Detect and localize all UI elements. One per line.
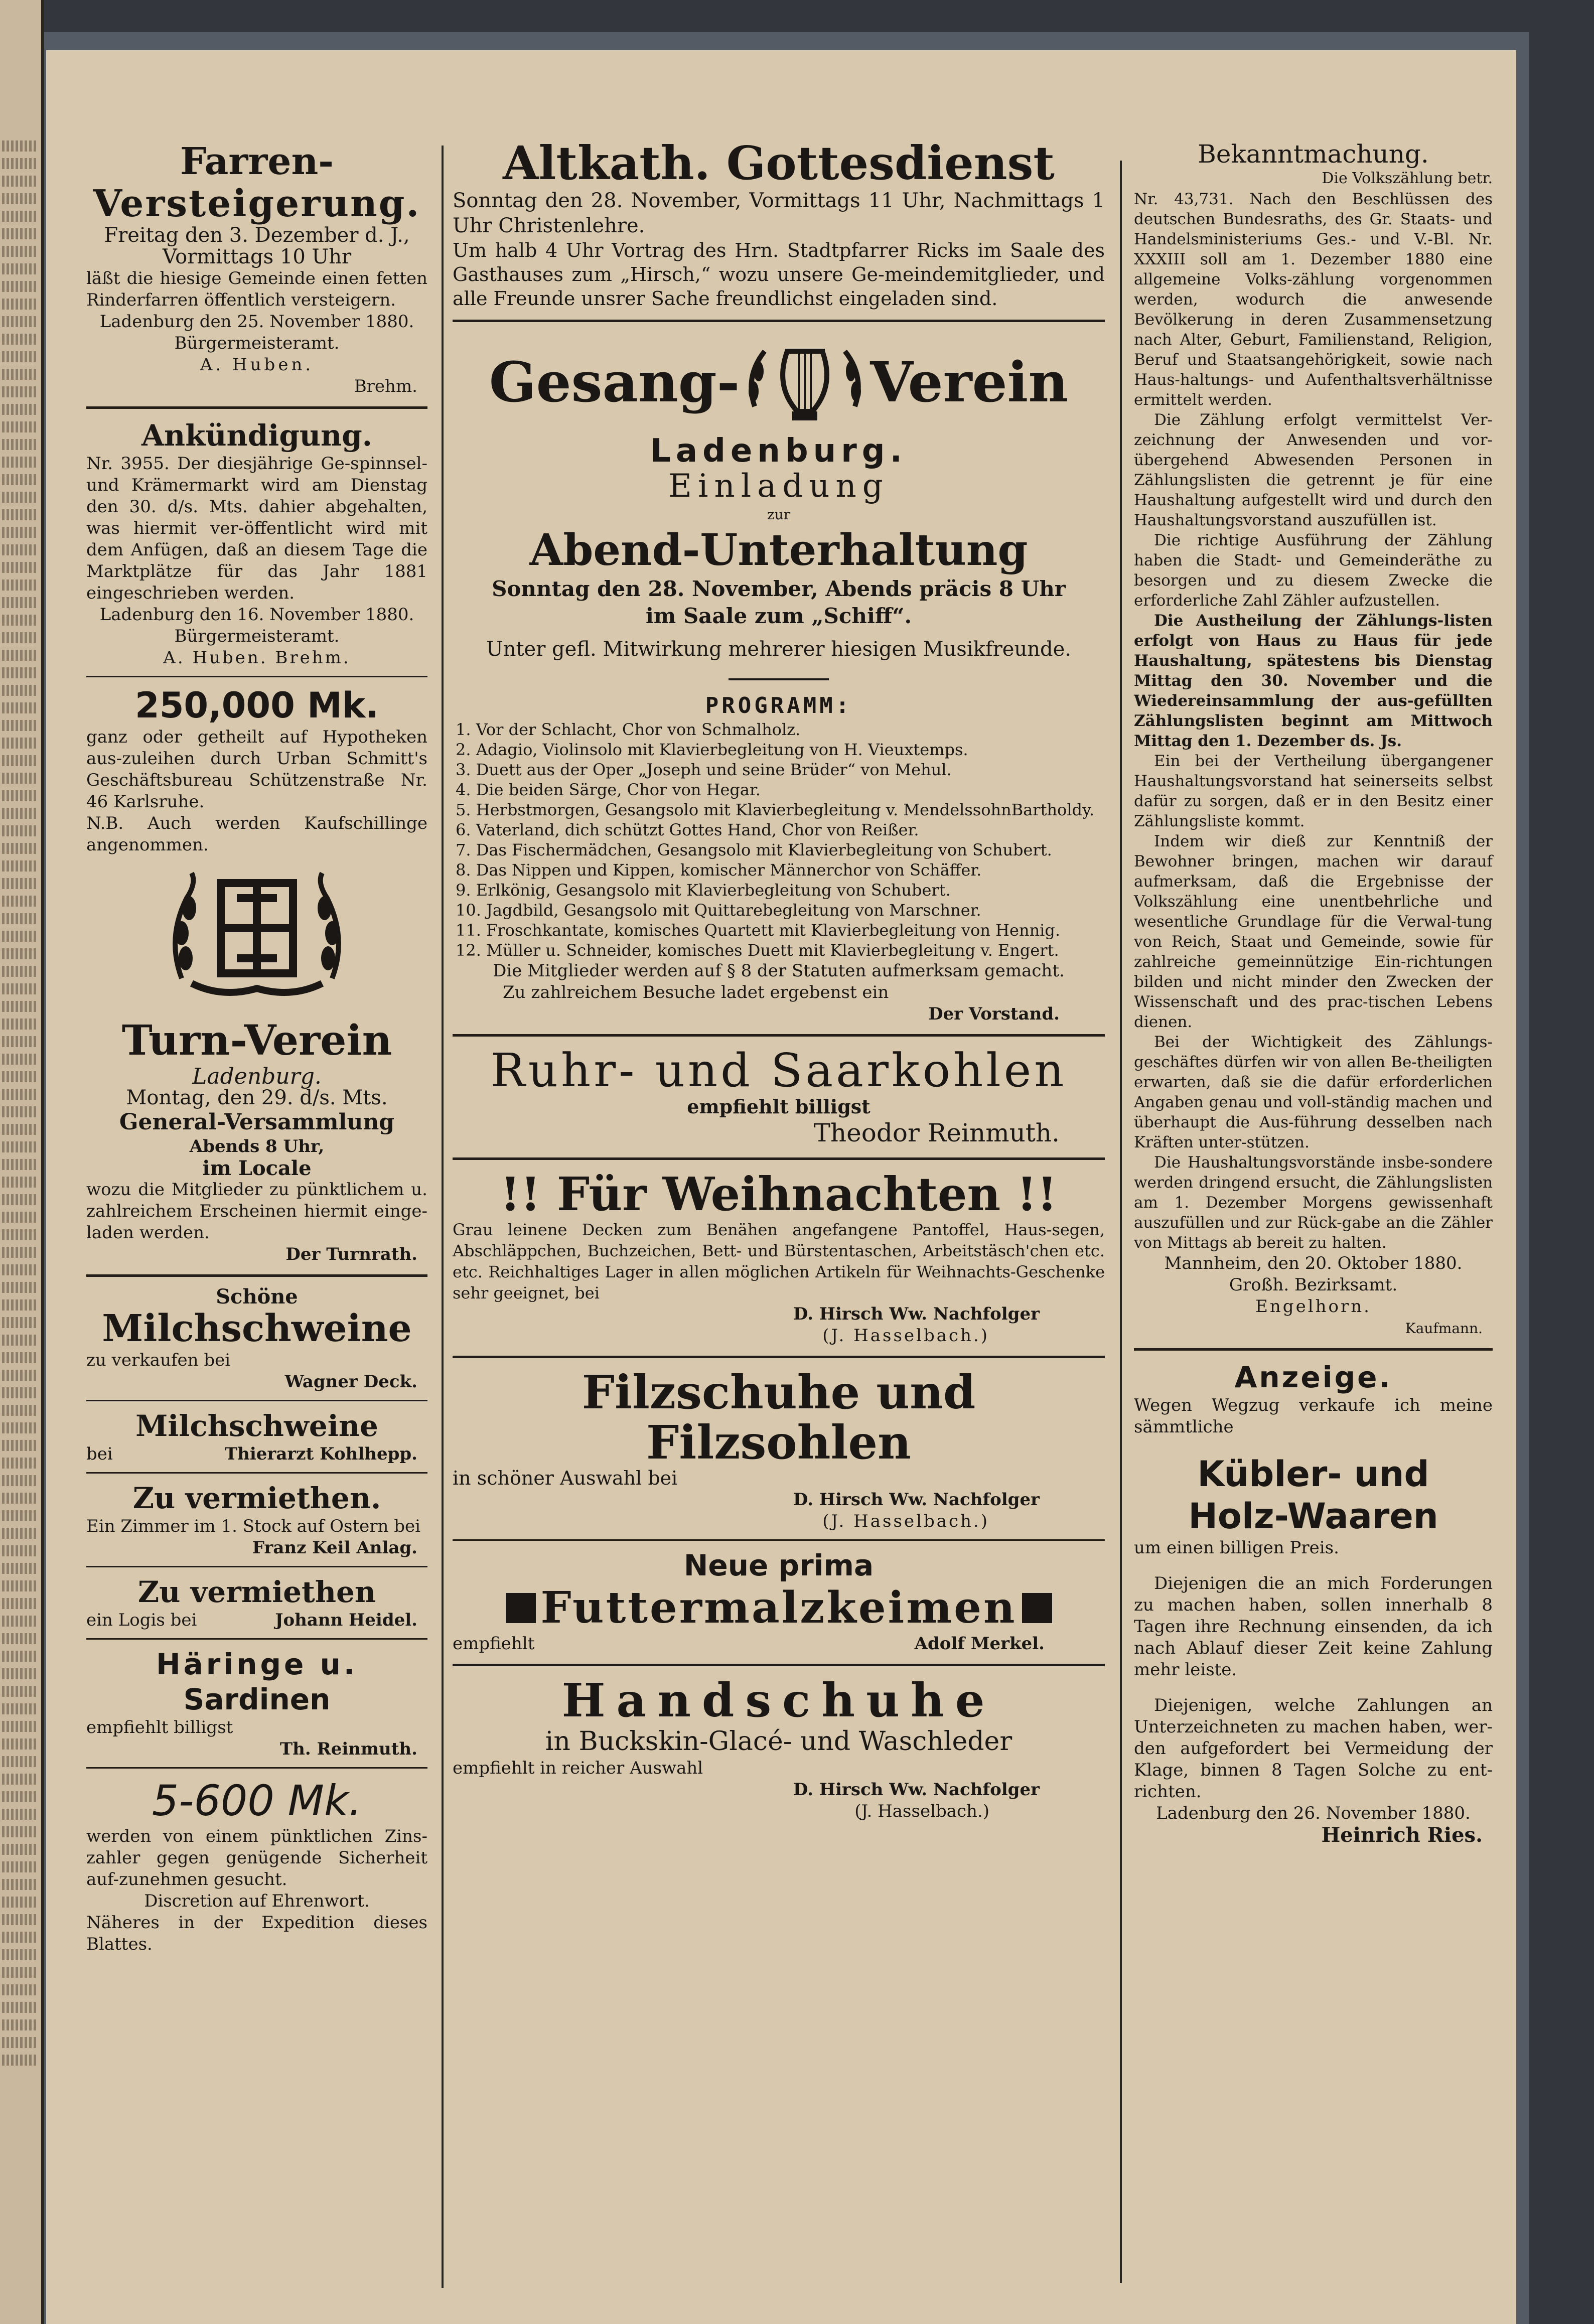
ad-anzeige	[1134, 1360, 1493, 1846]
ad-pretitle: Neue prima	[683, 1548, 874, 1582]
ad-title: Gesang-	[489, 350, 740, 414]
ad-invite: Einladung	[668, 468, 889, 505]
divider	[86, 1767, 427, 1769]
ad-text: Um halb 4 Uhr Vortrag des Hrn. Stadtpfarrer Ricks im Saale des Gasthauses zum „Hirsch,“ wozu unsere Ge-meindemitglieder, und alle Freunde unsrer Sache freundlichst eingeladen sind.	[453, 239, 1105, 310]
ad-signature: Franz Keil Anlag.	[252, 1538, 417, 1558]
ad-line	[86, 1443, 427, 1465]
divider	[453, 1157, 1105, 1160]
ad-signature: Thierarzt Kohlhepp.	[224, 1444, 417, 1464]
program-item: 6. Vaterland, dich schützt Gottes Hand, Chor von Reißer.	[456, 820, 919, 839]
ad-paragraph: Nr. 43,731. Nach den Beschlüssen des deutschen Bundesraths, des Gr. Staats- und Handelsministeriums Ges.- und V.-Bl. Nr. XXXIII soll am 1. Dezember 1880 eine allgemeine Volks-zählung vorgenommen werden, wodurch die anwesende Bevölkerung in deren Zusammensetzung nach Alter, Geburt, Familienstand, Religion, Beruf und Staatsangehörigkeit, sowie nach Haus-haltungs- und Aufenthaltsverhältnisse ermittelt werden.	[1134, 190, 1493, 409]
ad-bekanntmachung	[1134, 140, 1493, 1339]
ad-text: Wegen Wegzug verkaufe ich meine sämmtliche	[1134, 1395, 1493, 1437]
ad-paragraph: Indem wir dieß zur Kenntniß der Bewohner bringen, machen wir darauf aufmerksam, daß die Ergebnisse der Volkszählung eine unentbehrliche und wesentliche Grundlage für die Verwal-tung von Reich, Staat und Gemeinde, sowie für zahlreiche gemeinnützige Ein-richtungen bilden und nicht minder den Zwecken der Wissenschaft und des prac-tischen Lebens dienen.	[1134, 832, 1493, 1031]
divider	[453, 1356, 1105, 1358]
turnverein-emblem	[86, 863, 427, 1008]
ad-office: Bürgermeisteramt.	[174, 626, 340, 646]
ad-subtitle: Die Volkszählung betr.	[1322, 170, 1493, 187]
ad-title: Zu vermiethen	[137, 1575, 376, 1609]
ad-signature: Wagner Deck.	[284, 1372, 417, 1392]
ad-text: empfiehlt billigst	[687, 1095, 871, 1118]
ad-signature: A. Huben.	[200, 355, 314, 375]
ad-weihnachten	[453, 1169, 1105, 1347]
ad-title: Milchschweine	[135, 1409, 378, 1443]
ad-title: Futtermalzkeimen	[540, 1582, 1017, 1633]
ad-farren	[86, 140, 427, 397]
ad-paragraph: Die richtige Ausführung der Zählung haben die Stadt- und Gemeinderäthe zu besorgen und zu diesem Zwecke die erforderliche Zahl Zähler aufzustellen.	[1134, 531, 1493, 610]
ad-signature: Kaufmann.	[1405, 1320, 1483, 1337]
ad-town: Ladenburg.	[650, 432, 907, 470]
ad-signature: Th. Reinmuth.	[279, 1739, 417, 1759]
ad-title: Farren-	[180, 140, 334, 183]
ad-title: Turn-Verein	[121, 1016, 392, 1065]
ad-futtermalz	[453, 1548, 1105, 1655]
ad-text: Discretion auf Ehrenwort.	[144, 1891, 370, 1911]
ad-text: Nr. 3955. Der diesjährige Ge-spinnsel- und Krämermarkt wird am Dienstag den 30. d/s. Mts. dahier abgehalten, was hiermit ver-öffentlicht wird mit dem Anfügen, daß an diesem Tage die Marktplätze für das Jahr 1881 eingeschrieben werden.	[86, 454, 427, 603]
ad-text: zur	[767, 506, 791, 523]
ad-title: Filzschuhe und Filzsohlen	[582, 1365, 976, 1470]
ad-title: Ruhr- und Saarkohlen	[490, 1044, 1067, 1097]
program-item: 10. Jagdbild, Gesangsolo mit Quittarebegleitung von Marschner.	[456, 901, 981, 920]
ad-signature: Theodor Reinmuth.	[813, 1118, 1060, 1147]
ad-text: Vormittags 10 Uhr	[162, 245, 352, 268]
ad-text: empfiehlt in reicher Auswahl	[453, 1758, 703, 1778]
ad-office: Großh. Bezirksamt.	[1229, 1275, 1398, 1295]
ad-600mk	[86, 1776, 427, 1955]
ad-town: Ladenburg.	[192, 1064, 322, 1089]
divider	[453, 1539, 1105, 1541]
ad-loan	[86, 684, 427, 856]
program-item: 2. Adagio, Violinsolo mit Klavierbegleitung von H. Vieuxtemps.	[456, 740, 968, 759]
ad-text: N.B. Auch werden Kaufschillinge angenommen.	[86, 813, 427, 855]
ad-logis	[86, 1574, 427, 1631]
ad-text: in schöner Auswahl bei	[453, 1467, 678, 1489]
ad-title: Häringe u.	[156, 1647, 358, 1681]
ad-handschuhe	[453, 1675, 1105, 1822]
divider	[453, 1034, 1105, 1037]
program-item: 3. Duett aus der Oper „Joseph und seine Brüder“ von Mehul.	[456, 760, 952, 779]
ad-kohlen	[453, 1046, 1105, 1148]
divider	[729, 678, 829, 680]
ad-text: Ein Zimmer im 1. Stock auf Ostern bei	[86, 1516, 420, 1536]
ad-signature: Heinrich Ries.	[1321, 1823, 1483, 1847]
ad-zimmer	[86, 1481, 427, 1559]
ad-big: Holz-Waaren	[1188, 1496, 1438, 1537]
divider	[453, 1664, 1105, 1666]
ad-office: Bürgermeisteramt.	[174, 333, 340, 353]
ad-paragraph: Die Austheilung der Zählungs-listen erfolgt von Haus zu Haus für jede Haushaltung, spätestens bis Dienstag Mittag den 30. November und die Wiedereinsammlung der aus-gefüllten Zählungslisten beginnt am Mittwoch Mittag den 1. Dezember ds. Js.	[1134, 612, 1493, 750]
ad-paragraph: Diejenigen, welche Zahlungen an Unterzeichneten zu machen haben, wer-den aufgefordert bei Vermeidung der Klage, binnen 8 Tagen Solche zu ent-richten.	[1134, 1695, 1493, 1802]
ad-milchschweine-2	[86, 1408, 427, 1465]
ad-ankuendigung	[86, 418, 427, 669]
decorative-block	[1022, 1593, 1052, 1623]
divider	[1134, 1348, 1493, 1351]
ad-signature: Der Vorstand.	[928, 1004, 1060, 1024]
ad-paragraph: Die Haushaltungsvorstände insbe-sondere werden dringend ersucht, die Zählungslisten am 1. Dezember Morgens gewissenhaft auszufüllen und zur Rück-gabe an die Zähler von Mittags ab bereit zu halten.	[1134, 1153, 1493, 1252]
ad-signature: D. Hirsch Ww. Nachfolger	[793, 1490, 1040, 1510]
ad-text: Unter gefl. Mitwirkung mehrerer hiesigen Musikfreunde.	[486, 638, 1071, 661]
program-item: 8. Das Nippen und Kippen, komischer Männerchor von Schäffer.	[456, 860, 982, 880]
program-item: 4. Die beiden Särge, Chor von Hegar.	[456, 780, 761, 799]
ad-place: Ladenburg den 16. November 1880.	[99, 605, 414, 625]
program-item: 5. Herbstmorgen, Gesangsolo mit Klavierbegleitung v. MendelssohnBartholdy.	[456, 800, 1095, 819]
ad-text: läßt die hiesige Gemeinde einen fetten Rinderfarren öffentlich versteigern.	[86, 268, 427, 310]
ad-place: Ladenburg den 25. November 1880.	[99, 312, 414, 332]
column-rule	[1120, 161, 1122, 2283]
ad-title: Zu vermiethen.	[132, 1481, 381, 1515]
ad-title: !! Für Weihnachten !!	[500, 1167, 1058, 1221]
ad-text: ganz oder getheilt auf Hypotheken aus-zuleihen durch Urban Schmitt's Geschäftsbureau Schützenstraße Nr. 46 Karlsruhe.	[86, 727, 427, 812]
ad-event: General-Versammlung	[119, 1109, 395, 1135]
ad-place: Ladenburg den 26. November 1880.	[1156, 1803, 1471, 1823]
ad-paragraph: Diejenigen die an mich Forderungen zu machen haben, sollen innerhalb 8 Tagen ihre Rechnung einsenden, da ich nach Ablauf dieser Zeit keine Zahlung mehr leiste.	[1134, 1573, 1493, 1680]
ad-signature: A. Huben. Brehm.	[163, 648, 351, 668]
ad-title-row	[453, 331, 1105, 433]
ad-title: 250,000 Mk.	[134, 685, 379, 726]
ad-signature: (J. Hasselbach.)	[822, 1511, 989, 1531]
ad-big: Kübler- und	[1197, 1454, 1429, 1495]
ad-title: Ankündigung.	[141, 418, 372, 453]
column-right	[1134, 140, 1493, 1846]
ad-signature: (J. Hasselbach.)	[822, 1326, 989, 1346]
ad-text: ein Logis bei	[86, 1610, 197, 1630]
ad-signature: Brehm.	[354, 376, 417, 396]
ad-filzschuhe	[453, 1367, 1105, 1532]
ad-title: Altkath. Gottesdienst	[503, 136, 1055, 190]
ad-pretitle: Schöne	[216, 1285, 298, 1309]
ad-text: wozu die Mitglieder zu pünktlichem u. zahlreichem Erscheinen hiermit einge-laden werden.	[86, 1180, 427, 1243]
ad-signature: (J. Hasselbach.)	[854, 1801, 989, 1821]
ad-signature: D. Hirsch Ww. Nachfolger	[793, 1304, 1040, 1324]
ad-text: zu verkaufen bei	[86, 1350, 231, 1370]
ad-title-row	[453, 1583, 1105, 1633]
divider	[86, 406, 427, 409]
ad-text: Grau leinene Decken zum Benähen angefangene Pantoffel, Haus-segen, Abschläppchen, Buchzeichen, Bett- und Bürstentaschen, Arbeitstäsch'chen etc. etc. Reichhaltiges Lager in allen möglichen Artikeln für Weihnachts-Geschenke sehr geeignet, bei	[453, 1220, 1105, 1302]
divider	[86, 1472, 427, 1474]
ad-signature: Der Turnrath.	[285, 1244, 417, 1264]
ad-text: werden von einem pünktlichen Zins-zahler gegen genügende Sicherheit auf-zunehmen gesucht.	[86, 1826, 427, 1890]
ad-haeringe	[86, 1647, 427, 1760]
ad-text: Zu zahlreichem Besuche ladet ergebenst ein	[503, 982, 889, 1002]
ad-title: 5-600 Mk.	[152, 1776, 362, 1825]
ad-altkath	[453, 138, 1105, 311]
ad-event: Abend-Unterhaltung	[529, 525, 1028, 575]
ad-title: Verein	[870, 350, 1069, 414]
ad-milchschweine-1	[86, 1286, 427, 1393]
ad-signature: D. Hirsch Ww. Nachfolger	[793, 1780, 1040, 1800]
ad-paragraph: Bei der Wichtigkeit des Zählungs-geschäftes dürfen wir von allen Be-theiligten erwarten, daß sie die dafür erforderlichen Angaben genau und voll-ständig machen und überhaupt die Aus-führung desselben nach Kräften unter-stützen.	[1134, 1033, 1493, 1151]
column-rule	[442, 146, 444, 2288]
divider	[86, 1638, 427, 1640]
ad-text: Sonntag den 28. November, Abends präcis 8 Uhr	[492, 576, 1066, 601]
previous-page-edge	[0, 0, 44, 2324]
lyre-icon	[740, 331, 870, 433]
divider	[86, 1274, 427, 1277]
ad-gesangverein	[453, 331, 1105, 1025]
program-list	[453, 719, 1105, 960]
program-item: 12. Müller u. Schneider, komisches Duett mit Klavierbegleitung v. Engert.	[456, 941, 1059, 960]
ad-signature: Engelhorn.	[1255, 1296, 1371, 1317]
decorative-block	[506, 1593, 536, 1623]
ad-subtitle: in Buckskin-Glacé- und Waschleder	[545, 1726, 1012, 1757]
ad-text: im Saale zum „Schiff“.	[645, 604, 912, 628]
column-middle	[453, 138, 1105, 1822]
divider	[86, 676, 427, 677]
ad-paragraph: Ein bei der Vertheilung übergangener Haushaltungsvorstand hat seinerseits selbst dafür zu sorgen, daß er in den Besitz einer Zählungsliste kommt.	[1134, 752, 1493, 830]
program-item: 9. Erlkönig, Gesangsolo mit Klavierbegleitung von Schubert.	[456, 881, 951, 900]
ad-text: empfiehlt billigst	[86, 1717, 233, 1737]
ad-title: Handschuhe	[561, 1673, 996, 1727]
divider	[453, 320, 1105, 322]
ad-text: Freitag den 3. Dezember d. J.,	[104, 224, 410, 247]
ad-signature: Adolf Merkel.	[914, 1634, 1045, 1654]
ad-title: Versteigerung.	[93, 182, 421, 225]
ad-text: Sonntag den 28. November, Vormittags 11 Uhr, Nachmittags 1 Uhr Christenlehre.	[453, 189, 1105, 237]
program-item: 7. Das Fischermädchen, Gesangsolo mit Klavierbegleitung von Schubert.	[456, 840, 1052, 859]
ad-text: empfiehlt	[453, 1634, 535, 1654]
ad-signature: Johann Heidel.	[275, 1610, 417, 1630]
ad-text: um einen billigen Preis.	[1134, 1538, 1339, 1558]
ad-text: Die Mitglieder werden auf § 8 der Statuten aufmerksam gemacht.	[493, 961, 1065, 981]
ad-place: Mannheim, den 20. Oktober 1880.	[1164, 1253, 1463, 1273]
ad-text: Abends 8 Uhr,	[189, 1136, 325, 1156]
ad-text: im Locale	[202, 1156, 312, 1180]
program-item: 1. Vor der Schlacht, Chor von Schmalholz.	[456, 720, 801, 739]
divider	[86, 1566, 427, 1567]
program-item: 11. Froschkantate, komisches Quartett mit Klavierbegleitung von Hennig.	[456, 921, 1061, 940]
program-title: PROGRAMM:	[705, 693, 852, 718]
ad-title: Anzeige.	[1234, 1360, 1392, 1394]
ad-turnverein	[86, 1015, 427, 1265]
ad-title: Milchschweine	[102, 1307, 412, 1350]
newspaper-page	[46, 50, 1516, 2324]
ad-line	[86, 1610, 427, 1631]
divider	[86, 1400, 427, 1401]
ad-text: Montag, den 29. d/s. Mts.	[126, 1086, 388, 1109]
column-left	[86, 140, 427, 1955]
ad-line	[453, 1633, 1105, 1655]
ad-paragraph: Die Zählung erfolgt vermittelst Ver-zeichnung der Anwesenden und vor-übergehend Abwesenden Personen in Zählungslisten die getrennt je für eine Haushaltung aufgestellt wird und durch den Haushaltungsvorstand auszufüllen ist.	[1134, 411, 1493, 529]
ad-text: bei	[86, 1444, 113, 1464]
ad-title: Bekanntmachung.	[1198, 139, 1429, 169]
ad-text: Näheres in der Expedition dieses Blattes.	[86, 1913, 427, 1954]
ad-title: Sardinen	[183, 1682, 331, 1716]
